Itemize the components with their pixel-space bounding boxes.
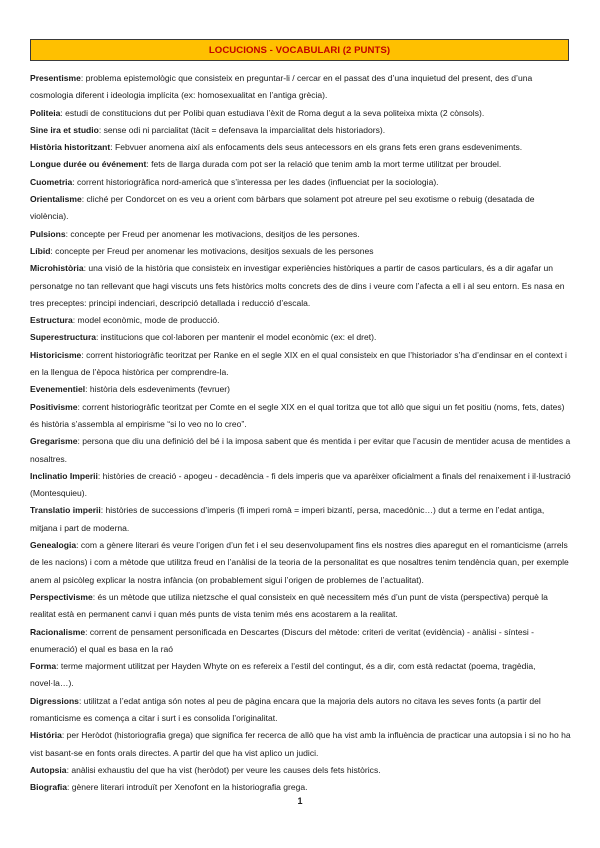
entry-definition: com a gènere literari és veure l’origen d’un fet i el seu desenvolupament fins els nostres dies aparegut en el romanticisme (arrels de les nacions) i com a mètode que utilitza freud en l’anàlisi de la teoria de la personalitat es que nosaltres tenim tendència quan, per exemple anem al psicòleg explicar la nostra infància (on probablement sigui l’origen de problemes de l’actualitat).: [30, 540, 569, 585]
entry-term: Longue durée ou événement: [30, 159, 147, 170]
glossary-entry: Genealogia: com a gènere literari és veure l’origen d’un fet i el seu desenvolupament fins els nostres dies aparegut en el romanticisme (arrels de les nacions) i com a mètode que utilitza freud en l’anàlisi de la teoria de la personalitat es que nosaltres tenim tendència quan, per exemple anem al psicòleg explicar la nostra infància (on probablement sigui l’origen de problemes de l’actualitat).: [30, 540, 569, 585]
entry-definition: corrent historiogràfic teoritzat per Comte en el segle XIX en el qual toritza que tot allò que sigui un fet positiu (noms, fets, dates) és història s’assembla al empirisme “si lo veo no lo creo”.: [30, 401, 565, 429]
glossary-entry: Estructura: model econòmic, mode de producció.: [30, 315, 220, 326]
glossary-entry: Gregarisme: persona que diu una definició del bé i la imposa sabent que és mentida i per evitar que l’acusin de mentider acusa de mentides a nosaltres.: [30, 436, 571, 464]
entry-term: Microhistòria: [30, 263, 84, 274]
glossary-entry: Racionalisme: corrent de pensament personificada en Descartes (Discurs del mètode: criteri de veritat (evidència) - anàlisi - síntesi - enumeració) el qual es basa en la raó: [30, 626, 535, 654]
entry-definition: històries de successions d’imperis (fi imperi romà = imperi bizantí, persa, macedònic…) dut a terme en l’edat antiga, mitjana i part de moderna.: [30, 505, 545, 533]
glossary-entry: Cuometria: corrent historiogràfica nord-americà que s’interessa per les dades (influenciat per la sociologia).: [30, 176, 439, 187]
entry-definition: fets de llarga durada com pot ser la relació que tenim amb la mort terme utilitzat per broudel.: [151, 159, 502, 170]
entry-term: Inclinatio Imperii: [30, 470, 98, 481]
entry-definition: història dels esdeveniments (fevruer): [89, 384, 230, 395]
entry-definition: una visió de la història que consisteix en investigar experiències històriques a partir de casos particulars, és a dir agafar un personatge no tan rellevant que hagi viscuts uns fets històrics molts concrets des de dins i veure com l’afecta a ell i al seu entorn. Es nasa en tres preceptes: principi indenciari, descripció detallada i reducció d’escala.: [30, 263, 565, 308]
glossary-entry: Microhistòria: una visió de la història que consisteix en investigar experiències històriques a partir de casos particulars, és a dir agafar un personatge no tan rellevant que hagi viscuts uns fets històrics molts concrets des de dins i veure com l’afecta a ell i al seu entorn. Es nasa en tres preceptes: principi indenciari, descripció detallada i reducció d’escala.: [30, 263, 565, 308]
glossary-entry: Orientalisme: cliché per Condorcet on es veu a orient com bàrbars que solament pot atreure pel seu exotisme o rebuig (desatada de violència).: [30, 194, 535, 222]
entry-definition: problema epistemològic que consisteix en preguntar-li / cercar en el passat des d’una inquietud del present, des d’una cosmologia diferent i ideologia implícita (ex: homosexualitat en l’antiga grècia).: [30, 73, 533, 101]
entry-definition: sense odi ni parcialitat (tàcit = defensava la imparcialitat dels historiadors).: [103, 124, 386, 135]
glossary-entry: Autopsia: anàlisi exhaustiu del que ha vist (heròdot) per veure les causes dels fets històrics.: [30, 764, 381, 775]
title-banner: [30, 39, 569, 61]
glossary-entry: Superestructura: institucions que col·laboren per mantenir el model econòmic (ex: el dret).: [30, 332, 377, 343]
glossary-entry: Positivisme: corrent historiogràfic teoritzat per Comte en el segle XIX en el qual toritza que tot allò que sigui un fet positiu (noms, fets, dates) és història s’assembla al empirisme “si lo veo no lo creo”.: [30, 401, 565, 429]
entry-definition: corrent de pensament personificada en Descartes (Discurs del mètode: criteri de veritat (evidència) - anàlisi - síntesi - enumeració) el qual es basa en la raó: [30, 626, 535, 654]
entry-definition: corrent historiogràfica nord-americà que s’interessa per les dades (influenciat per la sociologia).: [77, 176, 439, 187]
glossary-entry: Pulsions: concepte per Freud per anomenar les motivacions, desitjos de les persones.: [30, 228, 360, 239]
glossary-entry: Inclinatio Imperii: històries de creació - apogeu - decadència - fi dels imperis que va aparèixer oficialment a finals del renaixement i il·lustració (Montesquieu).: [30, 470, 571, 499]
entry-term: Digressions: [30, 695, 79, 706]
glossary-entry: Presentisme: problema epistemològic que consisteix en preguntar-li / cercar en el passat des d’una inquietud del present, des d’una cosmologia diferent i ideologia implícita (ex: homosexualitat en l’antiga grècia).: [30, 73, 533, 101]
entry-term: Història historitzant: [30, 142, 111, 153]
entry-definition: persona que diu una definició del bé i la imposa sabent que és mentida i per evitar que l’acusin de mentider acusa de mentides a nosaltres.: [30, 436, 571, 464]
glossary-entry: Longue durée ou événement: fets de llarga durada com pot ser la relació que tenim amb la mort terme utilitzat per broudel.: [30, 159, 502, 170]
entry-term: Autopsia: [30, 764, 67, 775]
entry-definition: anàlisi exhaustiu del que ha vist (heròdot) per veure les causes dels fets històrics.: [71, 764, 381, 775]
entry-term: Orientalisme: [30, 194, 82, 205]
entry-definition: històries de creació - apogeu - decadència - fi dels imperis que va aparèixer oficialment a finals del renaixement i il·lustració (Montesquieu).: [30, 470, 571, 499]
entry-term: Estructura: [30, 315, 73, 326]
entry-definition: Febvuer anomena així als enfocaments dels seus antecessors en els grans fets eren grans esdeveniments.: [115, 142, 523, 153]
document-title: LOCUCIONS - VOCABULARI (2 PUNTS): [208, 44, 391, 56]
glossary-entry: Forma: terme majorment utilitzat per Hayden Whyte on es refereix a l’estil del contingut, és a dir, com està redactat (poema, tragèdia, novel·la…).: [30, 661, 536, 689]
entry-term: Evenementiel: [30, 384, 86, 395]
entry-term: Presentisme: [30, 73, 81, 83]
entry-term: Racionalisme: [30, 626, 86, 637]
entry-term: Líbid: [30, 245, 51, 256]
entry-definition: corrent historiogràfic teoritzat per Ranke en el segle XIX en el qual consisteix en que l’historiador s’ha d’endinsar en el context i en la llengua de l’època històrica per comprendre-la.: [30, 349, 567, 378]
entry-term: Politeia: [30, 107, 61, 118]
entry-definition: utilitzat a l’edat antiga són notes al peu de pàgina encara que la majoria dels autors no citava les seves fonts (a partir del romanticisme es comença a citar i surt i es consolida l’originalitat.: [30, 695, 541, 723]
glossary-entry: Sine ira et studio: sense odi ni parcialitat (tàcit = defensava la imparcialitat dels historiadors).: [30, 124, 386, 135]
entry-definition: concepte per Freud per anomenar les motivacions, desitjos de les persones.: [70, 228, 360, 239]
entry-term: Cuometria: [30, 176, 73, 187]
entry-term: Positivisme: [30, 401, 78, 412]
glossary-entry: Digressions: utilitzat a l’edat antiga són notes al peu de pàgina encara que la majoria dels autors no citava les seves fonts (a partir del romanticisme es comença a citar i surt i es consolida l’originalitat.: [30, 695, 541, 723]
entry-definition: per Heròdot (historiografia grega) que significa fer recerca de allò que ha vist amb la influència de practicar una autopsia i si no ho ha vist basant-se en fonts orals directes. A partir del que ha vist aplico un judici.: [30, 730, 571, 758]
entry-definition: és un mètode que utiliza nietzsche el qual consisteix en què necessitem més d’un punt de vista (perspectiva) perquè la realitat està en permanent canvi i quan més punts de vista tenim més ens acostarem a la realitat.: [30, 591, 548, 620]
glossary-entry: Politeia: estudi de constitucions dut per Polibi quan estudiava l’èxit de Roma degut a la seva politeixa mixta (2 cònsols).: [30, 107, 485, 118]
entry-definition: terme majorment utilitzat per Hayden Whyte on es refereix a l’estil del contingut, és a dir, com està redactat (poema, tragèdia, novel·la…).: [30, 661, 536, 689]
entry-term: Gregarisme: [30, 436, 78, 447]
entry-definition: concepte per Freud per anomenar les motivacions, desitjos sexuals de les persones: [55, 245, 374, 256]
entry-definition: cliché per Condorcet on es veu a orient com bàrbars que solament pot atreure pel seu exotisme o rebuig (desatada de violència).: [30, 194, 535, 222]
entry-definition: institucions que col·laboren per mantenir el model econòmic (ex: el dret).: [100, 332, 377, 343]
glossary-entry: Evenementiel: història dels esdeveniments (fevruer): [30, 384, 230, 395]
entry-term: Pulsions: [30, 228, 66, 239]
glossary-entry: Biografia: gènere literari introduït per Xenofont en la historiografia grega.: [30, 782, 308, 793]
glossary-entry: Historicisme: corrent historiogràfic teoritzat per Ranke en el segle XIX en el qual consisteix en que l’historiador s’ha d’endinsar en el context i en la llengua de l’època històrica per comprendre-la.: [30, 349, 567, 378]
entry-definition: gènere literari introduït per Xenofont en la historiografia grega.: [71, 782, 308, 793]
entry-term: Biografia: [30, 782, 68, 793]
entry-term: Perspectivisme: [30, 591, 93, 602]
glossary-entry: Líbid: concepte per Freud per anomenar les motivacions, desitjos sexuals de les persones: [30, 245, 374, 256]
entry-term: Forma: [30, 661, 57, 672]
page-number: 1: [297, 796, 303, 806]
glossary-entry: Translatio imperii: històries de successions d’imperis (fi imperi romà = imperi bizantí, persa, macedònic…) dut a terme en l’edat antiga, mitjana i part de moderna.: [30, 505, 545, 533]
entry-definition: model econòmic, mode de producció.: [77, 315, 220, 326]
entry-definition: estudi de constitucions dut per Polibi quan estudiava l’èxit de Roma degut a la seva politeixa mixta (2 cònsols).: [65, 107, 485, 118]
entry-term: Translatio imperii: [30, 505, 101, 516]
entry-term: História: [30, 730, 62, 741]
glossary-entry: Perspectivisme: és un mètode que utiliza nietzsche el qual consisteix en què necessitem més d’un punt de vista (perspectiva) perquè la realitat està en permanent canvi i quan més punts de vista tenim més ens acostarem a la realitat.: [30, 591, 548, 620]
entry-term: Superestructura: [30, 332, 97, 343]
glossary-list: [30, 70, 573, 796]
glossary-entry: Història historitzant: Febvuer anomena així als enfocaments dels seus antecessors en els grans fets eren grans esdeveniments.: [30, 142, 523, 153]
entry-term: Sine ira et studio: [30, 124, 99, 135]
glossary-entry: História: per Heròdot (historiografia grega) que significa fer recerca de allò que ha vist amb la influència de practicar una autopsia i si no ho ha vist basant-se en fonts orals directes. A partir del que ha vist aplico un judici.: [30, 730, 571, 758]
entry-term: Historicisme: [30, 349, 82, 360]
entry-term: Genealogia: [30, 540, 77, 551]
